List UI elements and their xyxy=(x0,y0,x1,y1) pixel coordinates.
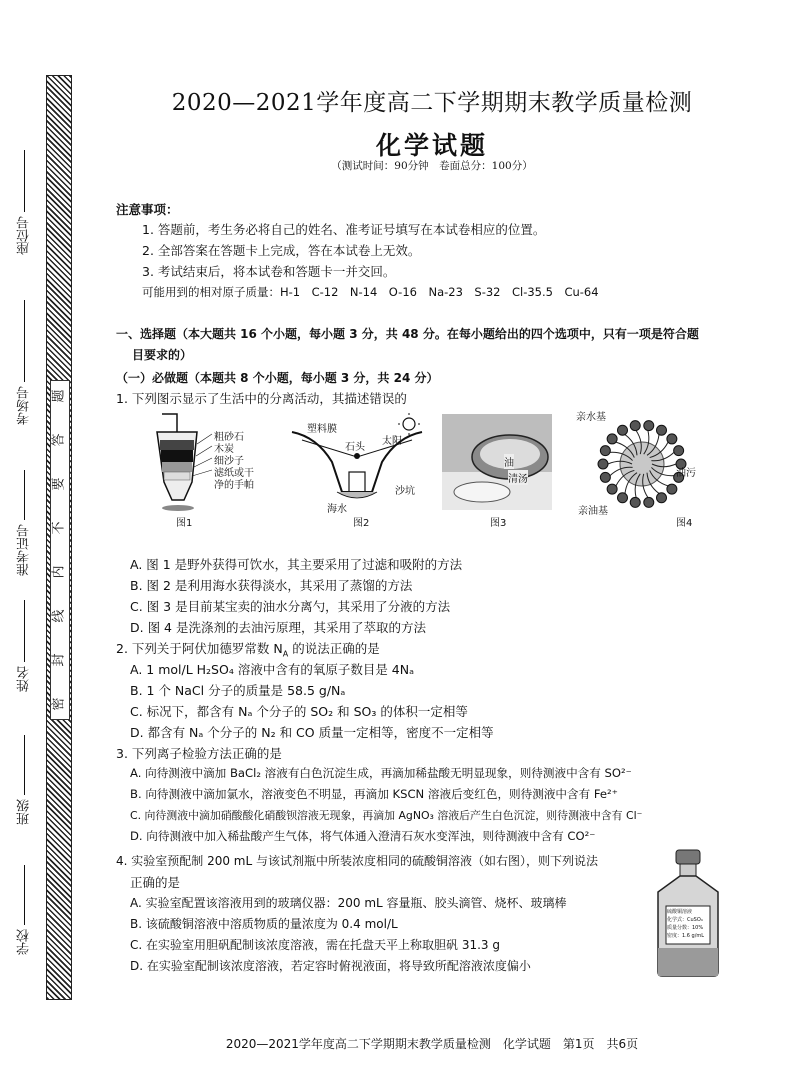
seal-char: 封 xyxy=(51,653,67,667)
q4-option-b[interactable]: B. 该硫酸铜溶液中溶质物质的量浓度为 0.4 mol/L xyxy=(130,917,398,931)
fig3-caption: 图3 xyxy=(490,518,507,529)
hydrophilic-head xyxy=(607,434,617,444)
bottle-label-line: 硫酸铜溶液 xyxy=(667,909,693,915)
figure-2 xyxy=(287,412,432,527)
fig2-label: 沙坑 xyxy=(395,486,415,497)
q1-option-a[interactable]: A. 图 1 是野外获得可饮水，其主要采用了过滤和吸附的方法 xyxy=(130,557,463,572)
seal-char: 不 xyxy=(51,521,67,535)
fig4-label: 油污 xyxy=(676,468,696,479)
hydrophilic-head xyxy=(667,434,677,444)
subject-title: 化学试题 xyxy=(375,131,488,160)
fig2-caption: 图2 xyxy=(353,518,370,529)
school-label: 学校 xyxy=(16,929,32,955)
hydrophilic-head xyxy=(607,484,617,494)
reagent-bottle xyxy=(648,848,728,978)
figure-3 xyxy=(442,412,562,527)
hydrophilic-head xyxy=(600,446,610,456)
fig3-label: 油 xyxy=(504,454,514,469)
fig4-label: 亲油基 xyxy=(578,506,608,517)
q3-option-b[interactable]: B. 向待测液中滴加氯水，溶液变色不明显，再滴加 KSCN 溶液后变红色，则待测液中含有 Fe²⁺ xyxy=(130,787,618,801)
fig2-label: 海水 xyxy=(327,504,347,515)
seat-field[interactable] xyxy=(14,150,34,255)
fig4-caption: 图4 xyxy=(676,518,693,529)
seal-char: 内 xyxy=(51,565,67,579)
hydrophilic-head xyxy=(600,472,610,482)
note-item: 3. 考试结束后，将本试卷和答题卡一并交回。 xyxy=(142,264,396,279)
bottle-label-line: 密度：1.6 g/mL xyxy=(667,933,705,939)
exam-room-field[interactable] xyxy=(14,300,34,425)
fig1-label: 滤纸或干 xyxy=(214,468,254,479)
hydrophilic-head xyxy=(630,497,640,507)
figure-4 xyxy=(572,412,712,527)
bottle-label-line: 质量分数：10% xyxy=(667,925,704,931)
exam-id-label: 准考证号 xyxy=(16,524,32,576)
q3-stem: 3. 下列离子检验方法正确的是 xyxy=(116,746,282,761)
q1-stem: 1. 下列图示显示了生活中的分离活动，其描述错误的 xyxy=(116,391,407,406)
exam-id-field[interactable] xyxy=(14,470,34,576)
seal-line-box xyxy=(50,380,70,720)
q4-option-c[interactable]: C. 在实验室用胆矾配制该浓度溶液，需在托盘天平上称取胆矾 31.3 g xyxy=(130,938,500,952)
section1-heading: 一、选择题（本大题共 16 个小题，每小题 3 分，共 48 分。在每小题给出的四个选项中，只有一项是符合题 xyxy=(116,327,699,341)
q4-option-a[interactable]: A. 实验室配置该溶液用到的玻璃仪器：200 mL 容量瓶、胶头滴管、烧杯、玻璃棒 xyxy=(130,896,567,910)
q2-option-d[interactable]: D. 都含有 Nₐ 个分子的 N₂ 和 CO 质量一定相等，密度不一定相等 xyxy=(130,725,494,740)
fig2-label: 太阳 xyxy=(382,436,402,447)
hydrophilic-head xyxy=(644,497,654,507)
q4-stem: 4. 实验室预配制 200 mL 与该试剂瓶中所装浓度相同的硫酸铜溶液（如右图），则下列说法 xyxy=(116,854,598,868)
seal-char: 题 xyxy=(51,389,67,403)
q1-option-d[interactable]: D. 图 4 是洗涤剂的去油污原理，其采用了萃取的方法 xyxy=(130,620,426,635)
hydrophilic-head xyxy=(667,484,677,494)
page-footer: 2020—2021学年度高二下学期期末教学质量检测 化学试题 第1页 共6页 xyxy=(225,1037,639,1051)
note-item: 2. 全部答案在答题卡上完成，答在本试卷上无效。 xyxy=(142,243,421,258)
hydrophilic-head xyxy=(618,493,628,503)
hydrophilic-head xyxy=(630,421,640,431)
class-field[interactable] xyxy=(14,735,34,825)
section1-subheading: （一）必做题（本题共 8 个小题，每小题 3 分，共 24 分） xyxy=(116,371,439,385)
q3-option-d[interactable]: D. 向待测液中加入稀盐酸产生气体，将气体通入澄清石灰水变浑浊，则待测液中含有 CO²⁻ xyxy=(130,829,596,843)
exam-meta: （测试时间：90分钟 卷面总分：100分） xyxy=(331,160,533,172)
q4-option-d[interactable]: D. 在实验室配制该浓度溶液，若定容时俯视液面，将导致所配溶液浓度偏小 xyxy=(130,959,531,973)
fig1-caption: 图1 xyxy=(176,518,193,529)
seal-char: 要 xyxy=(51,477,67,491)
q1-option-b[interactable]: B. 图 2 是利用海水获得淡水，其采用了蒸馏的方法 xyxy=(130,578,413,593)
figure-1 xyxy=(142,412,252,527)
micelle-diagram xyxy=(572,412,712,512)
fig1-label: 细沙子 xyxy=(214,456,244,467)
bottle-label-line: 化学式：CuSO₄ xyxy=(667,917,703,923)
hydrophilic-head xyxy=(644,421,654,431)
section1-heading-cont: 目要求的） xyxy=(132,348,193,362)
q1-option-c[interactable]: C. 图 3 是目前某宝卖的油水分离勺，其采用了分液的方法 xyxy=(130,599,451,614)
seal-char: 线 xyxy=(51,609,67,623)
fig1-label: 净的手帕 xyxy=(214,480,254,491)
exam-room-label: 考场号 xyxy=(16,386,32,425)
q3-option-c[interactable]: C. 向待测液中滴加硝酸酸化硝酸钡溶液无现象，再滴加 AgNO₃ 溶液后产生白色沉淀，则待测液中含有 Cl⁻ xyxy=(130,809,643,822)
hydrophilic-head xyxy=(657,425,667,435)
seal-char: 答 xyxy=(51,433,67,447)
q3-option-a[interactable]: A. 向待测液中滴加 BaCl₂ 溶液有白色沉淀生成，再滴加稀盐酸无明显现象，则待测液中含有 SO²⁻ xyxy=(130,766,632,780)
exam-title: 2020—2021学年度高二下学期期末教学质量检测 xyxy=(171,90,693,116)
notes-heading: 注意事项： xyxy=(116,202,179,217)
q2-option-b[interactable]: B. 1 个 NaCl 分子的质量是 58.5 g/Nₐ xyxy=(130,683,346,698)
hydrophilic-head xyxy=(598,459,608,469)
q2-option-a[interactable]: A. 1 mol/L H₂SO₄ 溶液中含有的氧原子数目是 4Nₐ xyxy=(130,662,414,677)
fig1-label: 粗砂石 xyxy=(214,432,244,443)
atomic-masses: 可能用到的相对原子质量：H-1 C-12 N-14 O-16 Na-23 S-32 Cl-35.5 Cu-64 xyxy=(142,285,599,299)
school-field[interactable] xyxy=(14,865,34,955)
name-field[interactable] xyxy=(14,600,34,692)
class-label: 班级 xyxy=(16,799,32,825)
q2-option-c[interactable]: C. 标况下，都含有 Nₐ 个分子的 SO₂ 和 SO₃ 的体积一定相等 xyxy=(130,704,468,719)
hydrophilic-head xyxy=(657,493,667,503)
hydrophilic-head xyxy=(674,446,684,456)
fig2-label: 塑料膜 xyxy=(307,424,337,435)
name-label: 姓名 xyxy=(16,666,32,692)
hydrophilic-head xyxy=(618,425,628,435)
fig3-label: 清汤 xyxy=(508,470,528,485)
fig1-label: 木炭 xyxy=(214,444,234,455)
q2-stem: 2. 下列关于阿伏加德罗常数 $N_A$ 的说法正确的是 xyxy=(116,641,380,659)
seat-label: 座位号 xyxy=(16,216,32,255)
oil-separator-photo xyxy=(442,412,562,512)
note-item: 1. 答题前，考生务必将自己的姓名、准考证号填写在本试卷相应的位置。 xyxy=(142,222,546,237)
q4-stem-cont: 正确的是 xyxy=(130,875,181,890)
fig4-label: 亲水基 xyxy=(576,412,606,423)
fig2-label: 石头 xyxy=(345,442,365,453)
binding-strip xyxy=(0,0,120,1071)
seal-char: 密 xyxy=(51,697,67,711)
